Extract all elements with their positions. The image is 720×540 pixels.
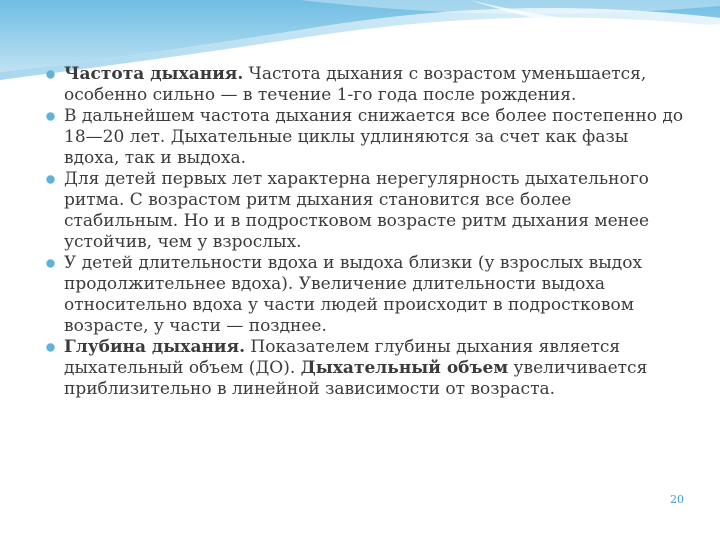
bullet-heading: Частота дыхания. xyxy=(64,64,244,84)
bullet-icon xyxy=(46,175,55,184)
bullet-item-inhale-exhale xyxy=(46,253,686,337)
bullet-item-rhythm xyxy=(46,169,686,253)
bullet-item-respiration-rate xyxy=(46,64,686,106)
bullet-icon xyxy=(46,112,55,121)
bullet-text: В дальнейшем частота дыхания снижается все более постепенно до 18—20 лет. Дыхательные циклы удлиняются за счет как фазы вдоха, так и выдоха. xyxy=(64,106,684,168)
bullet-text: Показателем глубины дыхания является дыхательный объем (ДО). xyxy=(64,337,621,378)
bullet-emphasis: Дыхательный объем xyxy=(300,358,509,378)
slide-number: 20 xyxy=(670,493,684,506)
bullet-text: Для детей первых лет характерна нерегулярность дыхательного ритма. С возрастом ритм дыхания становится все более стабильным. Но и в подростковом возрасте ритм дыхания менее устойчив, чем у взрослых. xyxy=(64,169,650,252)
bullet-text: У детей длительности вдоха и выдоха близки (у взрослых выдох продолжительнее вдоха). Увеличение длительности выдоха относительно вдоха у части людей происходит в подростковом возрасте, у части — позднее. xyxy=(64,253,643,336)
bullet-icon xyxy=(46,259,55,268)
bullet-text-tail: увеличивается приблизительно в линейной зависимости от возраста. xyxy=(64,358,648,399)
bullet-icon xyxy=(46,70,55,79)
bullet-list xyxy=(46,64,686,400)
bullet-heading: Глубина дыхания. xyxy=(64,337,245,357)
bullet-icon xyxy=(46,343,55,352)
bullet-item-rate-decrease xyxy=(46,106,686,169)
bullet-text: Частота дыхания с возрастом уменьшается, особенно сильно — в течение 1-го года после рождения. xyxy=(64,64,647,105)
bullet-item-depth xyxy=(46,337,686,400)
